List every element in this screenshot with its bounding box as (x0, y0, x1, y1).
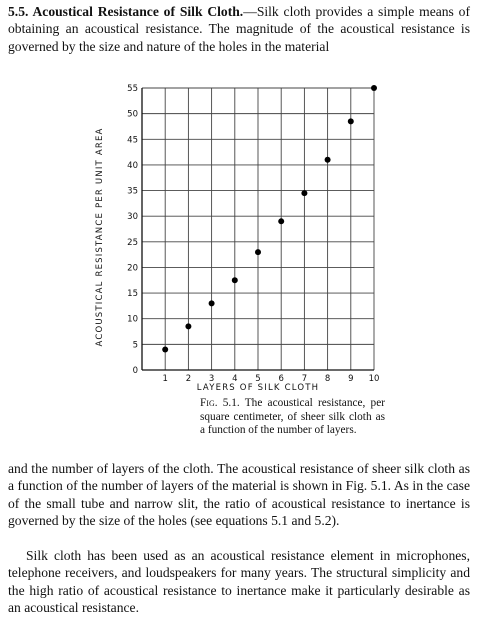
section-heading: 5.5. Acoustical Resistance of Silk Cloth. (8, 4, 244, 19)
x-tick-label: 8 (324, 374, 331, 384)
y-tick-label: 35 (127, 186, 138, 197)
body-paragraph-1: and the number of layers of the cloth. The acoustical resistance of sheer silk cloth as a function of the number of layers of the material is shown in Fig. 5.1. As in the case of the small tube and narrow slit, the ratio of acoustical resistance to inertance is governed by the size of the holes (see equations 5.1 and 5.2). (8, 461, 470, 529)
data-point (371, 85, 377, 91)
data-point (301, 190, 307, 196)
y-axis-label: ACOUSTICAL RESISTANCE PER UNIT AREA (95, 127, 105, 347)
y-tick-label: 50 (127, 109, 138, 120)
data-point (232, 277, 238, 283)
y-tick-label: 40 (127, 160, 138, 171)
y-tick-label: 30 (127, 212, 138, 223)
resistance-chart (90, 80, 390, 392)
y-tick-label: 15 (127, 289, 138, 300)
body-paragraph-2: Silk cloth has been used as an acoustical resistance element in microphones, telephone receivers, and loudspeakers for many years. The structural simplicity and the high ratio of acoustical resistance to inertance make it particularly desirable as an acoustical resistance. (8, 548, 470, 616)
data-point (325, 157, 331, 163)
data-point (162, 346, 168, 352)
y-tick-label: 20 (127, 263, 138, 274)
data-point (348, 118, 354, 124)
section-intro-paragraph (8, 3, 470, 55)
x-tick-label: 4 (232, 374, 238, 384)
x-tick-label: 2 (185, 374, 192, 384)
y-tick-label: 10 (127, 314, 138, 325)
figure-5-1 (90, 80, 390, 392)
y-tick-label: 55 (127, 84, 138, 94)
x-tick-label: 6 (278, 374, 284, 384)
data-point (255, 249, 261, 255)
figure-caption-text: The acoustical resistance, per square centimeter, of sheer silk cloth as a function of the number of layers. (200, 397, 385, 437)
x-tick-label: 1 (162, 374, 168, 384)
y-tick-label: 25 (127, 237, 138, 248)
x-tick-label: 9 (348, 374, 354, 384)
x-tick-label: 5 (255, 374, 261, 384)
data-point (185, 323, 191, 329)
x-tick-label: 10 (368, 374, 380, 384)
y-tick-label: 5 (132, 340, 138, 351)
x-tick-label: 7 (301, 374, 308, 384)
data-point (278, 218, 284, 224)
figure-label: Fig. 5.1. (200, 397, 240, 409)
figure-caption (200, 397, 385, 438)
x-tick-label: 3 (208, 374, 215, 384)
y-tick-label: 45 (127, 135, 138, 146)
section-intro-text: —Silk cloth provides a simple means of obtaining an acoustical resistance. The magnitude of the acoustical resistance is governed by the size and nature of the holes in the material (8, 4, 470, 54)
data-point (209, 300, 215, 306)
y-tick-label: 0 (132, 366, 138, 376)
x-axis-label: LAYERS OF SILK CLOTH (196, 383, 320, 392)
